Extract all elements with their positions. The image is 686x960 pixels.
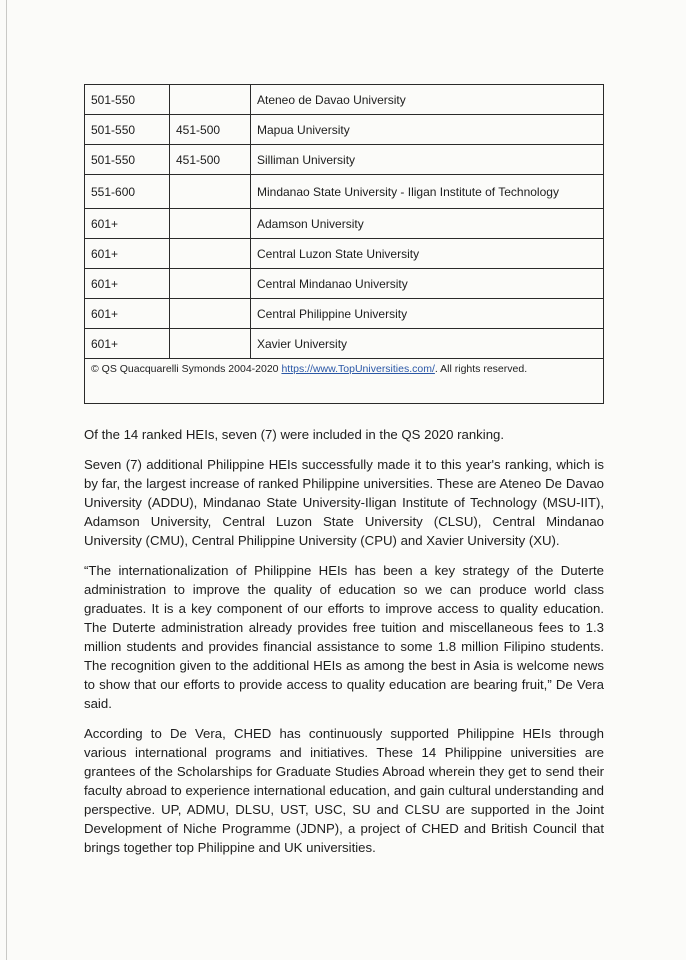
table-copyright-row <box>85 359 604 404</box>
table-cell: Central Mindanao University <box>251 269 604 299</box>
table-cell: 451-500 <box>170 145 251 175</box>
table-row <box>85 299 604 329</box>
table-row <box>85 269 604 299</box>
table-row <box>85 209 604 239</box>
table-row <box>85 115 604 145</box>
topuniversities-link[interactable]: https://www.TopUniversities.com/ <box>281 363 435 375</box>
copyright-cell <box>85 359 604 404</box>
table-cell <box>170 175 251 209</box>
table-cell: 551-600 <box>85 175 170 209</box>
table-cell <box>170 329 251 359</box>
table-row <box>85 329 604 359</box>
table-cell: Central Philippine University <box>251 299 604 329</box>
table-cell <box>170 269 251 299</box>
table-cell: Central Luzon State University <box>251 239 604 269</box>
copyright-text: © QS Quacquarelli Symonds 2004-2020 <box>91 363 282 375</box>
table-cell: Silliman University <box>251 145 604 175</box>
table-cell: Adamson University <box>251 209 604 239</box>
copyright-suffix: . All rights reserved. <box>434 363 528 375</box>
table-cell <box>170 209 251 239</box>
paragraph: Of the 14 ranked HEIs, seven (7) were included in the QS 2020 ranking. <box>84 427 505 442</box>
paragraph: Seven (7) additional Philippine HEIs successfully made it to this year's ranking, which is by far, the largest increase of ranked Philippine universities. These are Ateneo De Davao University (ADDU), Mindanao State University-Iligan Institute of Technology (MSU-IIT), Adamson University, Central Luzon State University (CLSU), Central Mindanao University (CMU), Central Philippine University (CPU) and Xavier University (XU). <box>84 457 604 548</box>
table-cell: 601+ <box>85 239 170 269</box>
table-cell: 601+ <box>85 299 170 329</box>
table-row <box>85 239 604 269</box>
table-cell: Mindanao State University - Iligan Institute of Technology <box>251 175 604 209</box>
table-row <box>85 85 604 115</box>
table-cell <box>170 85 251 115</box>
article-body <box>84 425 604 868</box>
table-cell: Ateneo de Davao University <box>251 85 604 115</box>
paragraph: According to De Vera, CHED has continuously supported Philippine HEIs through various international programs and initiatives. These 14 Philippine universities are grantees of the Scholarships for Graduate Studies Abroad wherein they get to send their faculty abroad to experience international education, and gain cultural understanding and perspective. UP, ADMU, DLSU, UST, USC, SU and CLSU are supported in the Joint Development of Niche Programme (JDNP), a project of CHED and British Council that brings together top Philippine and UK universities. <box>84 726 604 855</box>
table-row <box>85 175 604 209</box>
table-cell: 451-500 <box>170 115 251 145</box>
table-cell <box>170 299 251 329</box>
table-cell: 601+ <box>85 209 170 239</box>
page-edge <box>6 0 7 960</box>
table-cell: 601+ <box>85 269 170 299</box>
table-cell: 501-550 <box>85 115 170 145</box>
paragraph: “The internationalization of Philippine HEIs has been a key strategy of the Duterte administration to improve the quality of education so we can produce world class graduates. It is a key component of our efforts to improve access to quality education. The Duterte administration already provides free tuition and miscellaneous fees to 1.3 million students and provides financial assistance to some 1.8 million Filipino students. The recognition given to the additional HEIs as among the best in Asia is welcome news to show that our efforts to provide access to quality education are bearing fruit,” De Vera said. <box>84 563 604 711</box>
table-cell: 601+ <box>85 329 170 359</box>
ranking-table <box>84 84 604 404</box>
table-cell: 501-550 <box>85 145 170 175</box>
table-cell <box>170 239 251 269</box>
table-cell: Mapua University <box>251 115 604 145</box>
table-row <box>85 145 604 175</box>
table-cell: 501-550 <box>85 85 170 115</box>
table-cell: Xavier University <box>251 329 604 359</box>
